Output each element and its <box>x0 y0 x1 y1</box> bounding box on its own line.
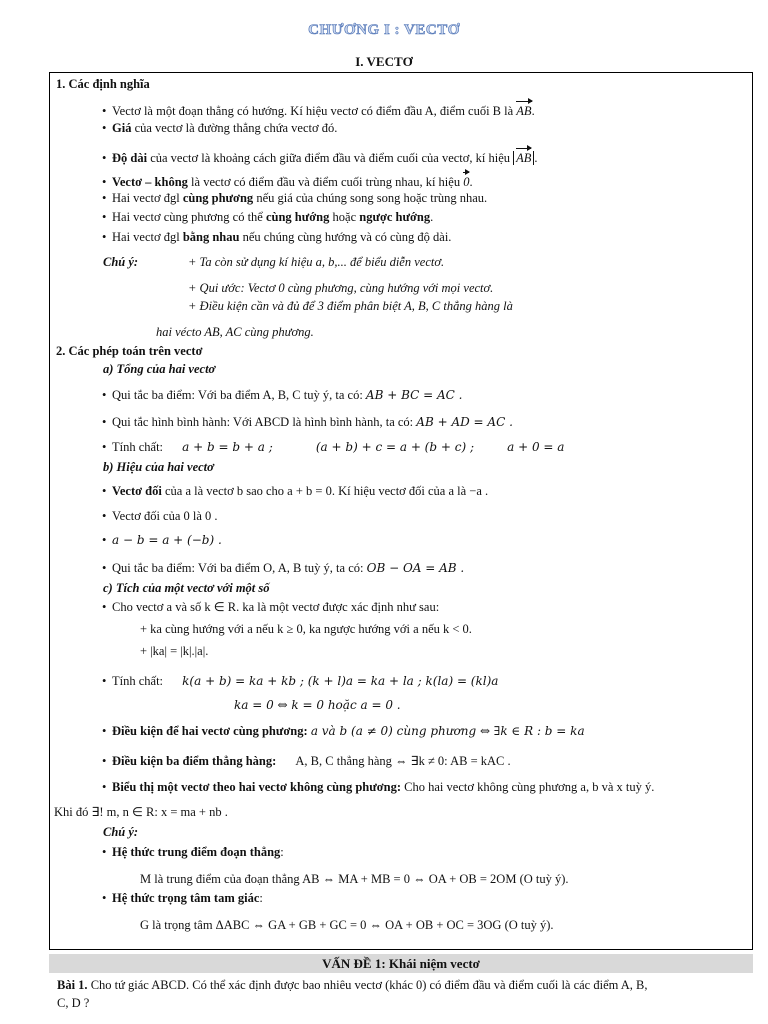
subheading-difference: b) Hiệu của hai vectơ <box>103 460 214 474</box>
scalar-properties: • Tính chất: k(a + b) = ka + kb ; (k + l)a = ka + la ; k(la) = (kl)a <box>102 674 499 688</box>
rule-three-points-diff: • Qui tắc ba điểm: Với ba điểm O, A, B tuỳ ý, ta có: OB − OA = AB . <box>102 561 465 575</box>
decomposition-2: Khi đó ∃! m, n ∈ R: x = ma + nb . <box>54 805 228 819</box>
def-line-2: • Giá của vectơ là đường thẳng chứa vectơ đó. <box>102 121 338 135</box>
opposite-vector: • Vectơ đối của a là vectơ b sao cho a + b = 0. Kí hiệu vectơ đối của a là −a . <box>102 484 489 498</box>
def-line-4: • Vectơ – không là vectơ có điểm đầu và điểm cuối trùng nhau, kí hiệu 0. <box>102 171 473 190</box>
scalar-direction: + ka cùng hướng với a nếu k ≥ 0, ka ngược hướng với a nếu k < 0. <box>140 622 472 636</box>
summary-box <box>49 72 753 950</box>
three-points-condition: • Điều kiện ba điểm thẳng hàng: A, B, C thẳng hàng ⇔ ∃k ≠ 0: AB = kAC . <box>102 754 511 768</box>
def-line-5: • Hai vectơ đgl cùng phương nếu giá của chúng song song hoặc trùng nhau. <box>102 191 488 205</box>
scalar-zero: ka = 0 ⇔ k = 0 hoặc a = 0 . <box>234 698 401 712</box>
scalar-length: + |ka| = |k|.|a|. <box>140 644 209 658</box>
exercise-line-2: C, D ? <box>57 996 90 1010</box>
vector-ab-abs: AB <box>516 147 531 166</box>
opposite-zero: • Vectơ đối của 0 là 0 . <box>102 509 218 523</box>
centroid-heading: • Hệ thức trọng tâm tam giác: <box>102 891 263 905</box>
problem-banner: VẤN ĐỀ 1: Khái niệm vectơ <box>49 954 753 973</box>
chapter-title: CHƯƠNG I : VECTƠ <box>308 22 460 38</box>
heading-operations: 2. Các phép toán trên vectơ <box>56 344 203 358</box>
subheading-scalar: c) Tích của một vectơ với một số <box>103 581 270 595</box>
def-line-7: • Hai vectơ đgl bằng nhau nếu chúng cùng hướng và có cùng độ dài. <box>102 230 452 244</box>
rule-parallelogram: • Qui tắc hình bình hành: Với ABCD là hình bình hành, ta có: AB + AD = AC . <box>102 415 513 429</box>
vector-ab: AB <box>516 100 531 119</box>
note-label: Chú ý: <box>103 255 139 269</box>
scalar-def: • Cho vectơ a và số k ∈ R. ka là một vectơ được xác định như sau: <box>102 600 440 614</box>
subheading-sum: a) Tổng của hai vectơ <box>103 362 216 376</box>
exercise-line-1: Bài 1. Cho tứ giác ABCD. Có thể xác định được bao nhiêu vectơ (khác 0) có điểm đầu và điểm cuối là các điểm A, B, <box>57 978 648 992</box>
difference-formula: • a − b = a + (−b) . <box>102 533 222 547</box>
zero-vector: 0 <box>463 171 469 190</box>
collinear-condition: • Điều kiện để hai vectơ cùng phương: a và b (a ≠ 0) cùng phương ⇔ ∃k ∈ R : b = ka <box>102 724 585 738</box>
note-line-3: + Điều kiện cần và đủ để 3 điểm phân biệt A, B, C thẳng hàng là <box>188 299 513 313</box>
note-line-4: hai vécto AB, AC cùng phương. <box>156 325 314 339</box>
note-line-1: + Ta còn sử dụng kí hiệu a, b,... để biểu diễn vectơ. <box>188 255 445 269</box>
decomposition: • Biểu thị một vectơ theo hai vectơ không cùng phương: Cho hai vectơ không cùng phương a, b và x tuỳ ý. <box>102 780 655 794</box>
def-line-1: • Vectơ là một đoạn thẳng có hướng. Kí hiệu vectơ có điểm đầu A, điểm cuối B là AB. <box>102 100 535 119</box>
def-line-6: • Hai vectơ cùng phương có thể cùng hướng hoặc ngược hướng. <box>102 210 434 224</box>
centroid-formula: G là trọng tâm ΔABC ⇔ GA + GB + GC = 0 ⇔ OA + OB + OC = 3OG (O tuỳ ý). <box>140 918 554 932</box>
rule-three-points: • Qui tắc ba điểm: Với ba điểm A, B, C tuỳ ý, ta có: AB + BC = AC . <box>102 388 463 402</box>
sum-properties: • Tính chất: a + b = b + a ; (a + b) + c = a + (b + c) ; a + 0 = a <box>102 440 565 454</box>
note-label-2: Chú ý: <box>103 825 139 839</box>
def-line-3: • Độ dài của vectơ là khoảng cách giữa điểm đầu và điểm cuối của vectơ, kí hiệu AB . <box>102 147 538 166</box>
heading-definitions: 1. Các định nghĩa <box>56 77 150 91</box>
note-line-2: + Qui ước: Vectơ 0 cùng phương, cùng hướng với mọi vectơ. <box>188 281 494 295</box>
section-title: I. VECTƠ <box>355 54 413 69</box>
midpoint-formula: M là trung điểm của đoạn thẳng AB ⇔ MA + MB = 0 ⇔ OA + OB = 2OM (O tuỳ ý). <box>140 872 569 886</box>
midpoint-heading: • Hệ thức trung điểm đoạn thẳng: <box>102 845 284 859</box>
